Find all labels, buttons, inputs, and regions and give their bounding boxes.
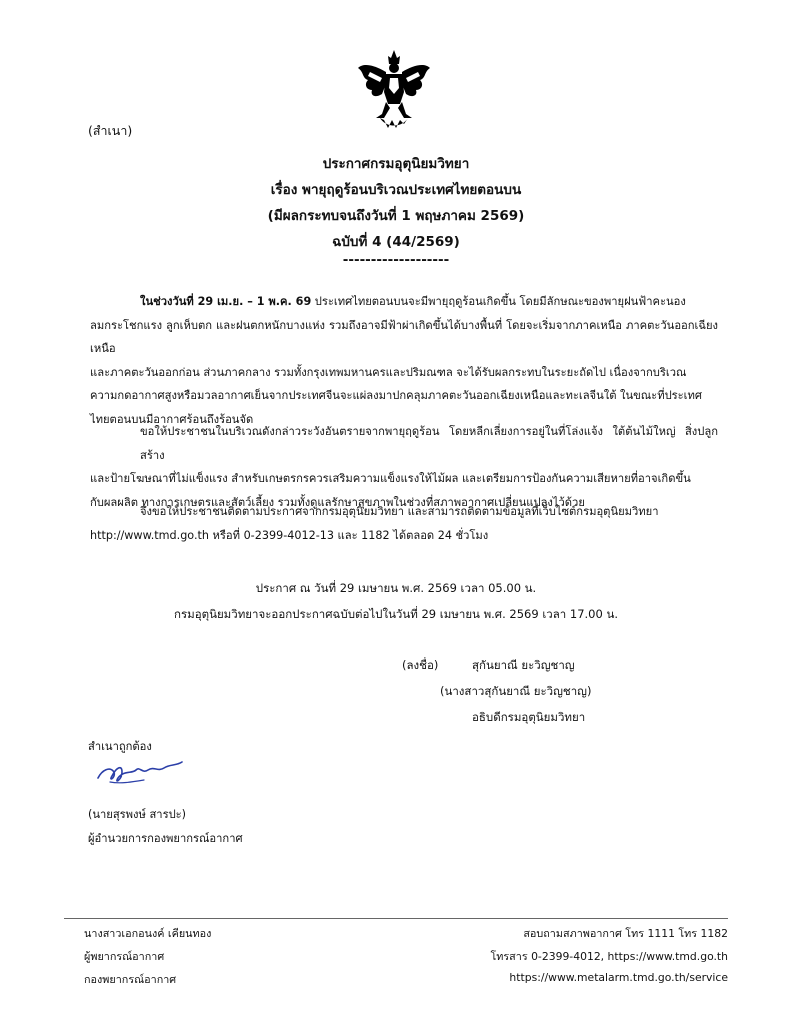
- para1-dates: ในช่วงวันที่ 29 เม.ย. – 1 พ.ค. 69: [140, 295, 312, 308]
- subject-line: เรื่อง พายุฤดูร้อนบริเวณประเทศไทยตอนบน: [270, 182, 522, 198]
- paragraph-3: [90, 500, 718, 547]
- effective-line: (มีผลกระทบจนถึงวันที่ 1 พฤษภาคม 2569): [267, 208, 525, 224]
- para1-line2: ลมกระโชกแรง ลูกเห็บตก และฝนตกหนักบางแห่ง รวมถึงอาจมีฟ้าผ่าเกิดขึ้นได้บางพื้นที่ โดยจะเริ่มจากภาคเหนือ ภาคตะวันออกเฉียงเหนือ: [90, 318, 718, 355]
- copy-mark: (สำเนา): [88, 123, 133, 138]
- handwritten-signature-icon: [92, 756, 188, 790]
- footer-division: กองพยากรณ์อากาศ: [84, 973, 177, 986]
- para3-line2: http://www.tmd.go.th หรือที่ 0-2399-4012-13 และ 1182 ได้ตลอด 24 ชั่วโมง: [90, 528, 489, 542]
- certified-label: สำเนาถูกต้อง: [88, 740, 152, 753]
- para2-line1: ขอให้ประชาชนในบริเวณดังกล่าวระวังอันตรายจากพายุฤดูร้อน โดยหลีกเลี่ยงการอยู่ในที่โล่งแจ้ง ใต้ต้นไม้ใหญ่ สิ่งปลูกสร้าง: [140, 425, 718, 462]
- footer-fax-website: โทรสาร 0-2399-4012, https://www.tmd.go.th: [490, 950, 728, 963]
- footer-phone: สอบถามสภาพอากาศ โทร 1111 โทร 1182: [523, 927, 728, 940]
- signed-label: (ลงชื่อ): [402, 658, 439, 672]
- signer-full-name: (นางสาวสุกันยาณี ยะวิญชาญ): [440, 684, 592, 698]
- para2-line3: กับผลผลิต ทางการเกษตรและสัตว์เลี้ยง รวมทั้งดูแลรักษาสุขภาพในช่วงที่สภาพอากาศเปลี่ยนแปลงไว้ด้วย: [90, 495, 585, 509]
- next-issue-notice: กรมอุตุนิยมวิทยาจะออกประกาศฉบับต่อไปในวันที่ 29 เมษายน พ.ศ. 2569 เวลา 17.00 น.: [173, 607, 618, 621]
- footer-divider: [64, 918, 728, 919]
- para3-line1: จึงขอให้ประชาชนติดตามประกาศจากกรมอุตุนิยมวิทยา และสามารถติดตามข้อมูลที่เว็บไซต์กรมอุตุนิยมวิทยา: [140, 505, 659, 518]
- paragraph-1: [90, 290, 718, 431]
- para1-line1: ประเทศไทยตอนบนจะมีพายุฤดูร้อนเกิดขึ้น โดยมีลักษณะของพายุฝนฟ้าคะนอง: [311, 295, 686, 308]
- separator: -------------------: [342, 252, 450, 268]
- footer-alarm-url[interactable]: https://www.metalarm.tmd.go.th/service: [509, 971, 728, 984]
- announced-date: ประกาศ ณ วันที่ 29 เมษายน พ.ศ. 2569 เวลา 05.00 น.: [255, 581, 537, 595]
- para1-line4: ความกดอากาศสูงหรือมวลอากาศเย็นจากประเทศจีนจะแผ่ลงมาปกคลุมภาคตะวันออกเฉียงเหนือและทะเลจีนใต้ ในขณะที่ประเทศ: [90, 389, 702, 402]
- footer-author-role: ผู้พยากรณ์อากาศ: [84, 950, 165, 963]
- garuda-emblem-icon: [356, 48, 432, 132]
- certifier-name: (นายสุรพงษ์ สารปะ): [88, 808, 187, 821]
- signer-position: อธิบดีกรมอุตุนิยมวิทยา: [472, 710, 586, 724]
- footer-author-name: นางสาวเอกอนงค์ เคียนทอง: [84, 927, 212, 940]
- certifier-position: ผู้อำนวยการกองพยากรณ์อากาศ: [88, 832, 243, 845]
- para2-line2: และป้ายโฆษณาที่ไม่แข็งแรง สำหรับเกษตรกรควรเสริมความแข็งแรงให้ไม้ผล และเตรียมการป้องกันความเสียหายที่อาจเกิดขึ้น: [90, 472, 691, 485]
- signed-name: สุกันยาณี ยะวิญชาญ: [472, 658, 575, 672]
- para1-line5: ไทยตอนบนมีอากาศร้อนถึงร้อนจัด: [90, 412, 254, 426]
- issue-number: ฉบับที่ 4 (44/2569): [332, 234, 460, 250]
- para1-line3: และภาคตะวันออกก่อน ส่วนภาคกลาง รวมทั้งกรุงเทพมหานครและปริมณฑล จะได้รับผลกระทบในระยะถัดไป เนื่องจากบริเวณ: [90, 365, 687, 379]
- org-title: ประกาศกรมอุตุนิยมวิทยา: [322, 156, 470, 172]
